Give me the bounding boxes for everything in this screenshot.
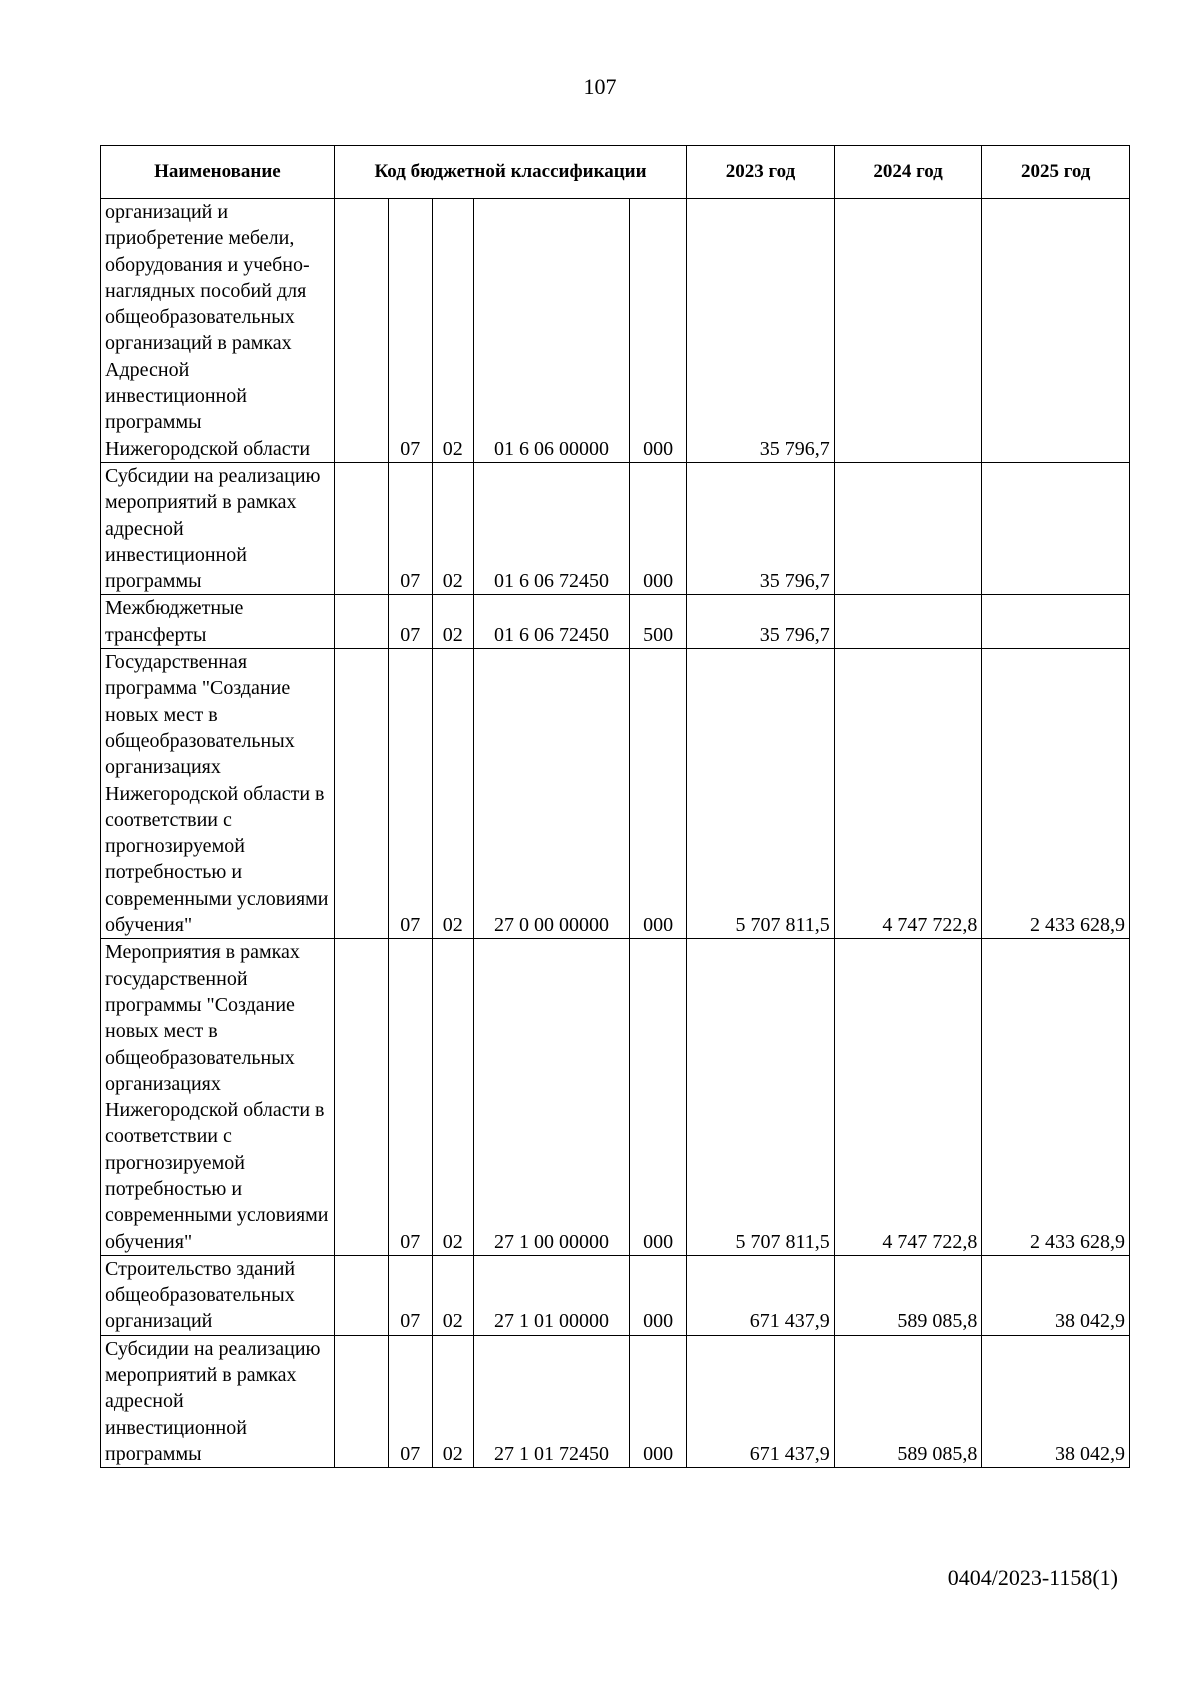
- header-2023: 2023 год: [687, 146, 835, 199]
- table-row: [101, 1255, 1130, 1335]
- code-subsection: 02: [432, 649, 474, 939]
- document-code: 0404/2023-1158(1): [947, 1565, 1118, 1590]
- value-2024: [834, 199, 982, 463]
- code-part-1: [334, 462, 388, 594]
- value-2025: 38 042,9: [982, 1335, 1130, 1467]
- code-subsection: 02: [432, 199, 474, 463]
- value-2024: 4 747 722,8: [834, 939, 982, 1256]
- code-subsection: 02: [432, 462, 474, 594]
- code-part-1: [334, 595, 388, 649]
- code-target-item: 27 1 01 72450: [474, 1335, 630, 1467]
- table-header-row: [101, 146, 1130, 199]
- value-2023: 5 707 811,5: [687, 939, 835, 1256]
- table-row: [101, 649, 1130, 939]
- code-section: 07: [388, 595, 432, 649]
- row-name: Субсидии на реализацию мероприятий в рамках адресной инвестиционной программы: [101, 1335, 335, 1467]
- value-2025: 2 433 628,9: [982, 649, 1130, 939]
- value-2024: [834, 595, 982, 649]
- value-2023: 35 796,7: [687, 462, 835, 594]
- code-target-item: 27 0 00 00000: [474, 649, 630, 939]
- value-2025: 2 433 628,9: [982, 939, 1130, 1256]
- code-section: 07: [388, 1255, 432, 1335]
- code-expense-type: 500: [629, 595, 686, 649]
- value-2024: 589 085,8: [834, 1335, 982, 1467]
- code-target-item: 01 6 06 00000: [474, 199, 630, 463]
- budget-table: [100, 145, 1130, 1468]
- table-row: [101, 595, 1130, 649]
- row-name: организаций и приобретение мебели, оборудования и учебно-наглядных пособий для общеобразовательных организаций в рамках Адресной инвестиционной программы Нижегородской области: [101, 199, 335, 463]
- value-2023: 35 796,7: [687, 199, 835, 463]
- code-section: 07: [388, 649, 432, 939]
- code-part-1: [334, 939, 388, 1256]
- code-subsection: 02: [432, 939, 474, 1256]
- code-expense-type: 000: [629, 1255, 686, 1335]
- table-row: [101, 199, 1130, 463]
- value-2023: 35 796,7: [687, 595, 835, 649]
- page-number: 107: [583, 74, 617, 99]
- code-target-item: 01 6 06 72450: [474, 595, 630, 649]
- code-target-item: 01 6 06 72450: [474, 462, 630, 594]
- code-section: 07: [388, 199, 432, 463]
- header-name: Наименование: [101, 146, 335, 199]
- code-expense-type: 000: [629, 1335, 686, 1467]
- value-2025: [982, 462, 1130, 594]
- value-2025: [982, 199, 1130, 463]
- code-section: 07: [388, 462, 432, 594]
- code-expense-type: 000: [629, 199, 686, 463]
- code-part-1: [334, 1255, 388, 1335]
- code-target-item: 27 1 01 00000: [474, 1255, 630, 1335]
- row-name: Государственная программа "Создание новых мест в общеобразовательных организациях Нижегородской области в соответствии с прогнозируемой потребностью и современными условиями обучения": [101, 649, 335, 939]
- row-name: Мероприятия в рамках государственной программы "Создание новых мест в общеобразовательных организациях Нижегородской области в соответствии с прогнозируемой потребностью и современными условиями обучения": [101, 939, 335, 1256]
- code-section: 07: [388, 939, 432, 1256]
- value-2025: 38 042,9: [982, 1255, 1130, 1335]
- table-row: [101, 1335, 1130, 1467]
- code-subsection: 02: [432, 1335, 474, 1467]
- code-subsection: 02: [432, 595, 474, 649]
- header-code: Код бюджетной классификации: [334, 146, 686, 199]
- value-2023: 671 437,9: [687, 1335, 835, 1467]
- row-name: Межбюджетные трансферты: [101, 595, 335, 649]
- value-2024: [834, 462, 982, 594]
- code-part-1: [334, 1335, 388, 1467]
- row-name: Строительство зданий общеобразовательных организаций: [101, 1255, 335, 1335]
- value-2023: 671 437,9: [687, 1255, 835, 1335]
- header-2025: 2025 год: [982, 146, 1130, 199]
- value-2023: 5 707 811,5: [687, 649, 835, 939]
- value-2024: 4 747 722,8: [834, 649, 982, 939]
- code-part-1: [334, 649, 388, 939]
- value-2025: [982, 595, 1130, 649]
- code-target-item: 27 1 00 00000: [474, 939, 630, 1256]
- code-expense-type: 000: [629, 649, 686, 939]
- code-expense-type: 000: [629, 939, 686, 1256]
- value-2024: 589 085,8: [834, 1255, 982, 1335]
- code-subsection: 02: [432, 1255, 474, 1335]
- header-2024: 2024 год: [834, 146, 982, 199]
- code-expense-type: 000: [629, 462, 686, 594]
- table-row: [101, 462, 1130, 594]
- table-row: [101, 939, 1130, 1256]
- code-section: 07: [388, 1335, 432, 1467]
- row-name: Субсидии на реализацию мероприятий в рамках адресной инвестиционной программы: [101, 462, 335, 594]
- code-part-1: [334, 199, 388, 463]
